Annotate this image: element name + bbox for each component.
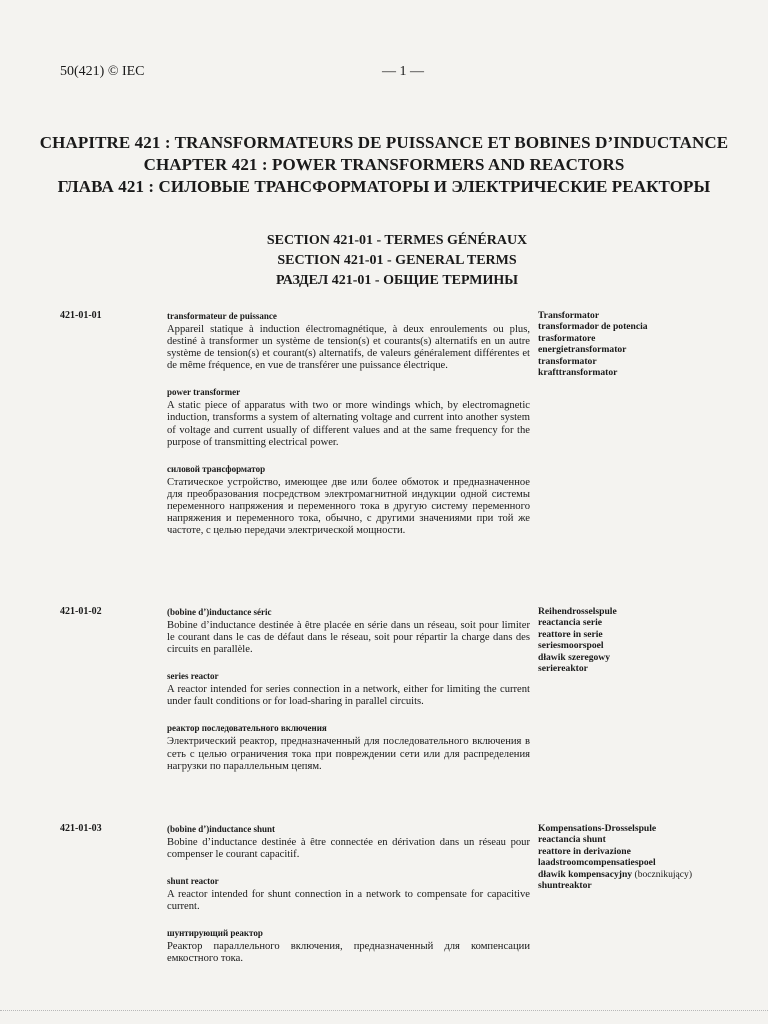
equivalent-sv: shuntreaktor — [538, 880, 592, 892]
term-ru: реактор последовательного включения — [167, 723, 327, 734]
term-equivalents — [538, 606, 758, 674]
equivalent-es: reactancia serie — [538, 617, 603, 629]
equivalent-nl: energietransformator — [538, 344, 627, 356]
definition-fr — [167, 310, 530, 372]
equivalent-nl: laadstroomcompensatiespoel — [538, 857, 656, 869]
term-en: power transformer — [167, 387, 241, 398]
equivalent-pl-term: dławik kompensacyjny — [538, 868, 633, 880]
definition-fr — [167, 606, 530, 656]
page-number: — 1 — — [382, 64, 424, 79]
equivalent-es: reactancia shunt — [538, 834, 606, 846]
equivalent-de: Kompensations-Drosselspule — [538, 823, 657, 834]
chapter-title-en: CHAPTER 421 : POWER TRANSFORMERS AND REACTORS — [143, 155, 625, 174]
definition-text-fr: Appareil statique à induction électromagnétique, à deux enroulements ou plus, destiné à transformer un système de tension(s) et courants(s) alternatifs en un autre système de tension(s) et courant(s) alternatifs, de valeurs généralement différentes et de même fréquence, en vue de transférer une puissance électrique. — [167, 324, 530, 372]
term-ru: шунтирующий реактор — [167, 928, 263, 939]
equivalent-sv: seriereaktor — [538, 663, 588, 675]
section-title-fr: SECTION 421-01 - TERMES GÉNÉRAUX — [266, 233, 528, 248]
equivalent-nl: seriesmoorspoel — [538, 640, 604, 652]
equivalent-sv: krafttransformator — [538, 367, 618, 379]
equivalent-it: reattore in serie — [538, 628, 603, 640]
section-title-en: SECTION 421-01 - GENERAL TERMS — [277, 253, 517, 268]
term-en: shunt reactor — [167, 876, 219, 887]
definition-text-fr: Bobine d’inductance destinée à être placée en série dans un réseau, soit pour limiter le courant dans le cas de défaut dans le réseau, soit pour répartir la charge dans des circuits en parallèle. — [167, 620, 530, 656]
definition-en — [167, 875, 530, 913]
equivalent-es: transformador de potencia — [538, 321, 648, 333]
equivalent-pl-note: (bocznikujący) — [634, 868, 693, 880]
definition-ru — [167, 463, 530, 537]
term-equivalents — [538, 310, 758, 378]
equivalent-de: Reihendrosselspule — [538, 606, 617, 617]
definition-text-ru: Статическое устройство, имеющее две или более обмоток и предназначенное для преобразования посредством электромагнитной индукции одной системы переменного напряжения и переменного тока в другую систему переменного напряжения и переменного тока, обычно, с другими значениями при той же частоте, с целью передачи электрической мощности. — [167, 476, 530, 537]
scan-edge-noise — [0, 1010, 768, 1017]
entry-definitions — [167, 606, 530, 787]
definition-text-ru: Реактор параллельного включения, предназначенный для компенсации емкостного тока. — [167, 941, 530, 965]
equivalent-pl: transformator — [538, 355, 597, 367]
definition-en — [167, 386, 530, 448]
definition-text-en: A reactor intended for shunt connection in a network to compensate for capacitive current. — [167, 889, 530, 913]
entry-definitions — [167, 823, 530, 980]
entry-number: 421-01-02 — [60, 606, 102, 617]
equivalent-it: trasformatore — [538, 332, 596, 344]
equivalent-pl: dławik szeregowy — [538, 651, 611, 663]
section-title-ru: РАЗДЕЛ 421-01 - ОБЩИЕ ТЕРМИНЫ — [275, 273, 519, 288]
term-en: series reactor — [167, 671, 219, 682]
chapter-titles — [0, 132, 768, 198]
term-fr: (bobine d’)inductance shunt — [167, 824, 276, 834]
chapter-title-fr: CHAPITRE 421 : TRANSFORMATEURS DE PUISSANCE ET BOBINES D’INDUCTANCE — [39, 133, 729, 152]
entry-definitions — [167, 310, 530, 551]
definition-en — [167, 670, 530, 708]
definition-fr — [167, 823, 530, 861]
entry-number: 421-01-01 — [60, 310, 102, 321]
term-fr: transformateur de puissance — [167, 311, 277, 321]
definition-text-en: A static piece of apparatus with two or more windings which, by electromagnetic induction, transforms a system of alternating voltage and current into another system of voltage and current usually of different values and at the same frequency for the purpose of transmitting electrical power. — [167, 400, 530, 448]
section-titles — [0, 231, 768, 291]
chapter-title-ru: ГЛАВА 421 : СИЛОВЫЕ ТРАНСФОРМАТОРЫ И ЭЛЕКТРИЧЕСКИЕ РЕАКТОРЫ — [57, 177, 711, 196]
equivalent-pl — [538, 869, 758, 880]
definition-ru — [167, 722, 530, 772]
publication-reference: 50(421) © IEC — [60, 64, 145, 79]
term-equivalents — [538, 823, 758, 891]
definition-text-en: A reactor intended for series connection in a network, either for limiting the current under fault conditions or for load-sharing in parallel circuits. — [167, 684, 530, 708]
equivalent-de: Transformator — [538, 310, 600, 321]
definition-text-ru: Электрический реактор, предназначенный для последовательного включения в сеть с целью ограничения тока при повреждении сети или для распределения нагрузки по параллельным цепям. — [167, 736, 530, 772]
term-fr: (bobine d’)inductance séric — [167, 607, 272, 617]
definition-ru — [167, 927, 530, 965]
equivalent-it: reattore in derivazione — [538, 845, 631, 857]
definition-text-fr: Bobine d’inductance destinée à être connectée en dérivation dans un réseau pour compenser le courant capacitif. — [167, 837, 530, 861]
entry-number: 421-01-03 — [60, 823, 102, 834]
term-ru: силовой трансформатор — [167, 463, 266, 474]
